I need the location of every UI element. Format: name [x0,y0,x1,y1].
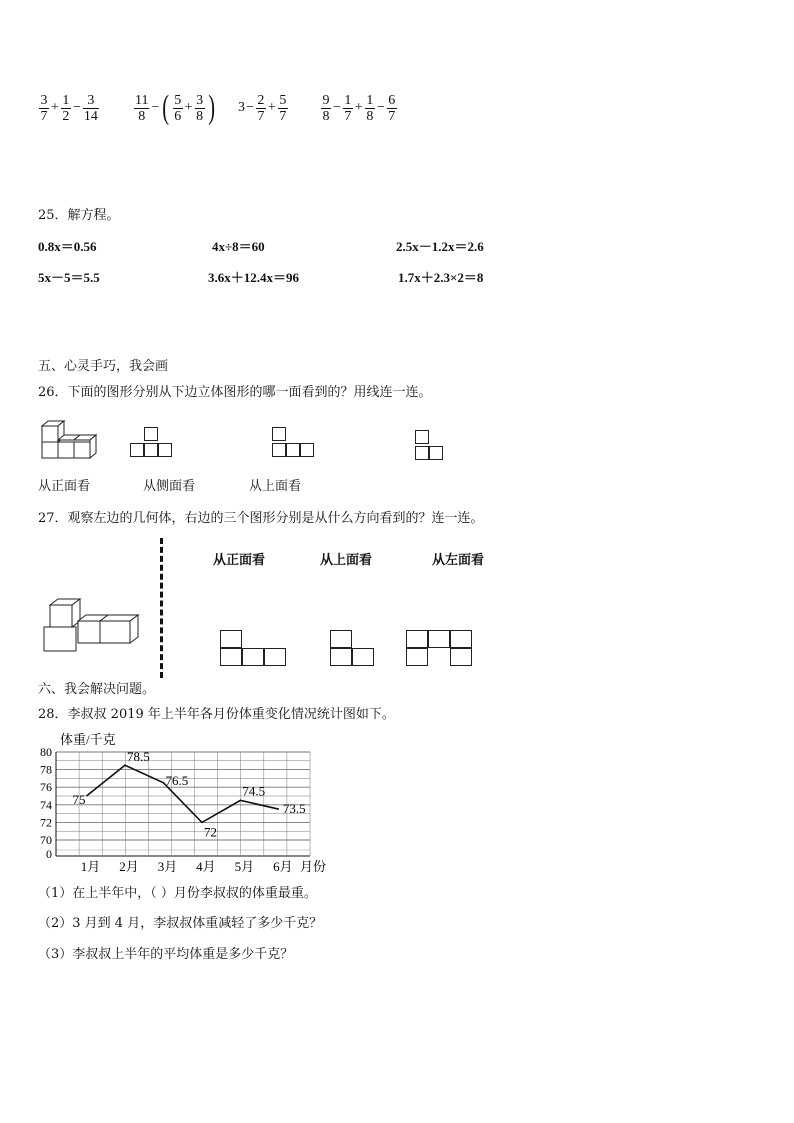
view-header: 从上面看 [320,553,373,568]
equation: 2.5x－1.2x＝2.6 [396,239,484,254]
expression-3 [238,88,289,128]
cube-solid-figure [38,418,100,462]
y-tick-label: 72 [40,815,52,830]
y-ticks [40,745,52,861]
fraction: $\frac{3}{8}$ [196,92,204,124]
expression-2 [133,88,217,128]
view-shape-1 [130,427,175,459]
operator: − [333,100,341,115]
question-28-title: 28．李叔叔 2019 年上半年各月份体重变化情况统计图如下。 [38,707,395,722]
view-label: 从侧面看 [143,479,196,494]
view-shape-left [406,630,474,668]
view-shape-2 [272,427,317,459]
operator: − [72,100,81,115]
x-tick-label: 1月 [80,859,101,874]
view-shape-front [220,630,288,668]
view-shape-top [330,630,376,668]
operator: − [376,100,385,115]
equation: 5x－5＝5.5 [38,270,100,285]
view-header: 从左面看 [432,553,485,568]
equation: 1.7x＋2.3×2＝8 [398,270,484,285]
expression-1 [38,88,100,128]
x-tick-label: 4月 [196,859,216,874]
left-paren: ( [162,89,170,126]
y-tick-label: 74 [40,797,52,812]
operator: − [151,100,160,115]
fraction: $\frac{1}{2}$ [62,92,70,124]
data-label: 76.5 [165,772,189,788]
view-label: 从上面看 [249,479,302,494]
data-label: 75 [72,792,86,807]
x-tick-label: 3月 [157,859,178,874]
whole-number: 3 [238,100,245,115]
data-label: 74.5 [242,783,266,799]
right-paren: ) [207,89,215,126]
fraction: $\frac{1}{8}$ [366,92,374,124]
weight-line-chart [30,728,350,880]
fraction: $\frac{1}{7}$ [344,92,352,124]
dashed-divider [160,538,163,678]
fraction: $\frac{6}{7}$ [388,92,396,124]
question-27-title: 27．观察左边的几何体，右边的三个图形分别是从什么方向看到的？连一连。 [38,511,484,526]
operator: − [246,100,254,115]
fraction: $\frac{5}{6}$ [174,92,182,124]
question-28-sub2: （2）3 月到 4 月，李叔叔体重减轻了多少千克？ [38,916,323,931]
operator: + [51,100,59,115]
fraction: $\frac{3}{7}$ [40,92,48,124]
question-28-sub3: （3）李叔叔上半年的平均体重是多少千克？ [38,947,294,962]
x-tick-label: 2月 [119,859,139,874]
y-axis-label: 体重/千克 [60,732,116,747]
y-tick-label: 80 [40,745,52,759]
y-tick-label: 76 [40,780,52,795]
data-label: 73.5 [282,801,306,817]
equation: 4x÷8＝60 [212,239,265,254]
x-axis-label: 月份 [300,859,327,874]
expression-4 [320,88,398,128]
x-tick-label: 5月 [234,859,255,874]
operator: + [354,100,363,115]
y-tick-label: 70 [40,833,52,847]
fraction: $\frac{9}{8}$ [322,92,330,124]
equation: 0.8x＝0.56 [38,239,97,254]
data-labels [72,749,305,839]
question-25-title: 25．解方程。 [38,208,120,223]
data-label: 78.5 [126,749,150,765]
fraction: $\frac{2}{7}$ [257,92,265,124]
operator: + [184,100,193,115]
question-28-sub1: （1）在上半年中，（ ）月份李叔叔的体重最重。 [38,886,317,901]
fraction: $\frac{11}{8}$ [135,92,149,124]
x-ticks [81,859,293,874]
operator: + [267,100,276,115]
equation: 3.6x＋12.4x＝96 [208,270,300,285]
view-shape-3 [415,430,447,462]
x-tick-label: 6月 [273,859,293,874]
fraction: $\frac{3}{14}$ [83,92,98,124]
section-5-title: 五、心灵手巧，我会画 [38,359,169,374]
view-header: 从正面看 [213,553,266,568]
fraction: $\frac{5}{7}$ [279,92,287,124]
y-tick-label: 0 [46,847,52,861]
y-tick-label: 78 [40,762,52,777]
view-label: 从正面看 [38,479,91,494]
question-26-title: 26．下面的图形分别从下边立体图形的哪一面看到的？用线连一连。 [38,385,432,400]
cube-solid-figure [42,597,142,659]
section-6-title: 六、我会解决问题。 [38,682,156,697]
data-label: 72 [203,824,217,840]
